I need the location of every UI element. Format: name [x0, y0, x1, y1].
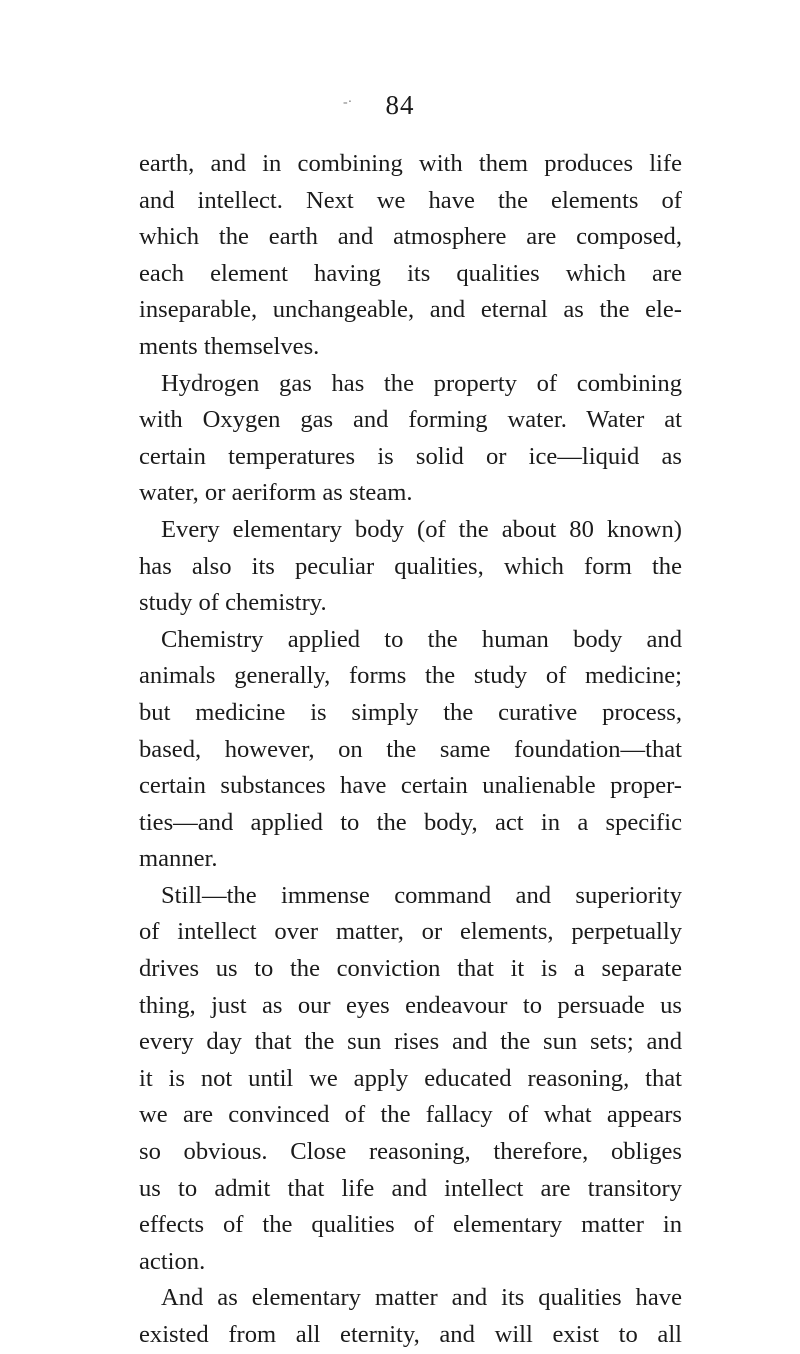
text-line: manner. [139, 845, 218, 873]
text-line: ties—and applied to the body, act in a specific [139, 808, 682, 836]
text-line: we are convinced of the fallacy of what appears [139, 1101, 682, 1129]
text-line: it is not until we apply educated reasoning, that [139, 1064, 682, 1092]
text-line: each element having its qualities which are [139, 259, 682, 287]
text-line: based, however, on the same foundation—that [139, 735, 682, 763]
text-line: ments themselves. [139, 332, 320, 360]
text-line: with Oxygen gas and forming water. Water at [139, 406, 682, 434]
text-line: which the earth and atmosphere are composed, [139, 223, 682, 251]
printer-mark: -· [343, 95, 353, 110]
text-line: effects of the qualities of elementary matter in [139, 1211, 682, 1239]
text-line: and intellect. Next we have the elements of [139, 186, 682, 214]
text-line: Still—the immense command and superiority [161, 881, 682, 909]
text-line: drives us to the conviction that it is a separate [139, 955, 682, 983]
text-line: certain substances have certain unalienable proper- [139, 772, 682, 800]
text-line: certain temperatures is solid or ice—liquid as [139, 442, 682, 470]
text-line: of intellect over matter, or elements, perpetually [139, 918, 682, 946]
text-line: And as elementary matter and its qualities have [161, 1284, 682, 1312]
text-line: but medicine is simply the curative process, [139, 698, 682, 726]
page-number: 84 [385, 90, 415, 120]
text-line: animals generally, forms the study of medicine; [139, 662, 682, 690]
body-text [139, 146, 682, 1354]
text-line: inseparable, unchangeable, and eternal as the ele- [139, 296, 682, 324]
text-line: existed from all eternity, and will exist to all [139, 1321, 682, 1348]
text-line: action. [139, 1247, 206, 1275]
text-line: Every elementary body (of the about 80 known) [161, 515, 682, 543]
text-line: earth, and in combining with them produces life [139, 150, 682, 177]
text-line: so obvious. Close reasoning, therefore, obliges [139, 1138, 682, 1166]
text-line: has also its peculiar qualities, which form the [139, 552, 682, 580]
text-line: us to admit that life and intellect are transitory [139, 1174, 682, 1202]
text-line: water, or aeriform as steam. [139, 479, 413, 507]
text-line: study of chemistry. [139, 589, 327, 617]
text-line: every day that the sun rises and the sun sets; and [139, 1028, 682, 1056]
text-line: Chemistry applied to the human body and [161, 625, 682, 653]
text-line: thing, just as our eyes endeavour to persuade us [139, 991, 682, 1019]
text-line: Hydrogen gas has the property of combining [161, 369, 682, 397]
